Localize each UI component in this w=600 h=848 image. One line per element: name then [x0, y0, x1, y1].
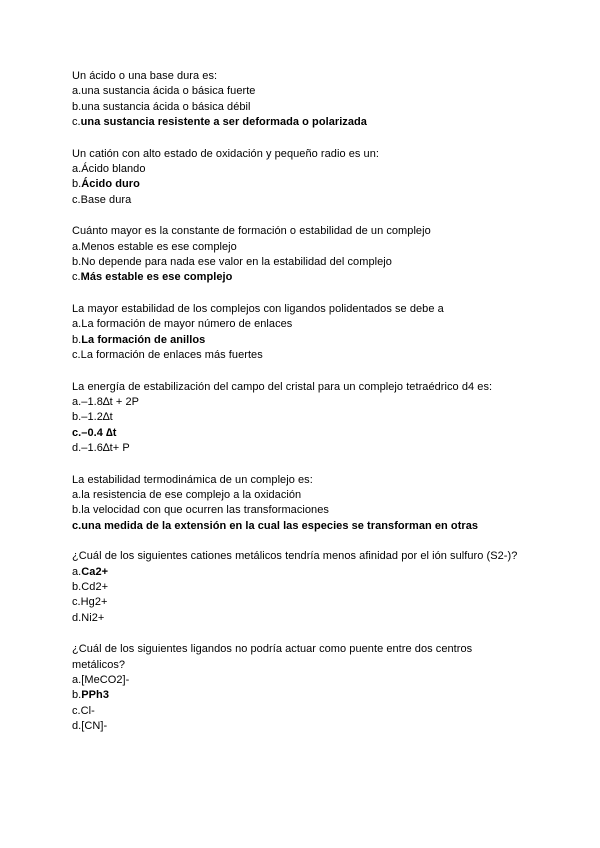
question-4 — [72, 302, 542, 364]
answer-option-correct — [72, 426, 542, 441]
option-text: –1.2∆t — [81, 411, 113, 424]
option-prefix: b. — [72, 504, 82, 517]
option-text: la velocidad con que ocurren las transformaciones — [81, 504, 329, 517]
answer-option-correct — [72, 177, 542, 192]
option-text: una sustancia resistente a ser deformada o polarizada — [80, 116, 367, 129]
option-prefix: c. — [72, 704, 81, 717]
option-prefix: c. — [72, 426, 82, 439]
answer-option — [72, 162, 542, 177]
option-prefix: a. — [72, 488, 82, 501]
option-text: Cl- — [80, 704, 95, 717]
option-text: Ácido duro — [81, 178, 140, 191]
question-stem: ¿Cuál de los siguientes cationes metálicos tendría menos afinidad por el ión sulfuro (S2-)? — [72, 550, 518, 563]
question-8 — [72, 642, 542, 734]
option-text: –1.6∆t+ P — [81, 442, 130, 455]
option-prefix: c. — [72, 271, 81, 284]
answer-option — [72, 673, 542, 688]
answer-option-correct — [72, 333, 542, 348]
option-text: una medida de la extensión en la cual las especies se transforman en otras — [81, 519, 479, 532]
answer-option — [72, 441, 542, 456]
option-text: La formación de mayor número de enlaces — [81, 318, 293, 331]
option-text: una sustancia ácida o básica débil — [81, 100, 251, 113]
answer-option — [72, 100, 542, 115]
option-text: Cd2+ — [81, 580, 109, 593]
option-prefix: b. — [72, 580, 82, 593]
answer-option — [72, 595, 542, 610]
answer-option — [72, 503, 542, 518]
option-prefix: b. — [72, 689, 82, 702]
option-text: Ca2+ — [81, 565, 109, 578]
answer-option — [72, 317, 542, 332]
question-stem: Un catión con alto estado de oxidación y pequeño radio es un: — [72, 147, 379, 160]
answer-option-correct — [72, 688, 542, 703]
question-1 — [72, 69, 542, 131]
option-prefix: d. — [72, 442, 82, 455]
answer-option — [72, 348, 542, 363]
answer-option — [72, 193, 542, 208]
option-text: [CN]- — [81, 720, 108, 733]
question-stem: La estabilidad termodinámica de un complejo es: — [72, 473, 313, 486]
option-text: Ácido blando — [81, 163, 146, 176]
question-stem: Cuánto mayor es la constante de formación o estabilidad de un complejo — [72, 225, 431, 238]
option-text: [MeCO2]- — [81, 674, 130, 686]
answer-option — [72, 84, 542, 99]
option-prefix: a. — [72, 565, 82, 578]
answer-option — [72, 719, 542, 734]
answer-option — [72, 240, 542, 255]
option-prefix: a. — [72, 395, 82, 408]
question-5 — [72, 380, 542, 457]
question-7 — [72, 549, 542, 626]
option-text: Ni2+ — [81, 611, 105, 624]
option-prefix: c. — [72, 193, 81, 206]
option-prefix: d. — [72, 720, 82, 733]
option-prefix: d. — [72, 611, 82, 624]
option-text: la resistencia de ese complejo a la oxidación — [81, 488, 302, 501]
document-page — [72, 69, 542, 749]
option-text: PPh3 — [81, 689, 109, 702]
answer-option — [72, 410, 542, 425]
answer-option-correct — [72, 519, 542, 534]
option-text: No depende para nada ese valor en la estabilidad del complejo — [81, 256, 392, 269]
option-prefix: a. — [72, 318, 82, 331]
option-text: –0.4 ∆t — [81, 426, 117, 439]
option-prefix: b. — [72, 411, 82, 424]
option-prefix: a. — [72, 674, 82, 686]
option-text: una sustancia ácida o básica fuerte — [81, 85, 256, 98]
option-prefix: a. — [72, 163, 82, 176]
option-prefix: b. — [72, 100, 82, 113]
question-2 — [72, 147, 542, 209]
answer-option-correct — [72, 270, 542, 285]
option-text: La formación de enlaces más fuertes — [80, 349, 263, 362]
question-3 — [72, 224, 542, 286]
option-prefix: b. — [72, 256, 82, 269]
option-text: Menos estable es ese complejo — [81, 240, 237, 253]
option-text: Base dura — [80, 193, 132, 206]
answer-option-correct — [72, 565, 542, 580]
option-text: Más estable es ese complejo — [80, 271, 233, 284]
option-prefix: b. — [72, 333, 82, 346]
option-prefix: a. — [72, 85, 82, 98]
answer-option — [72, 611, 542, 626]
option-prefix: a. — [72, 240, 82, 253]
answer-option — [72, 255, 542, 270]
answer-option — [72, 395, 542, 410]
option-prefix: b. — [72, 178, 82, 191]
question-stem: La energía de estabilización del campo del cristal para un complejo tetraédrico d4 es: — [72, 380, 493, 393]
question-stem: Un ácido o una base dura es: — [72, 70, 218, 82]
answer-option — [72, 704, 542, 719]
option-prefix: c. — [72, 596, 81, 609]
question-stem: ¿Cuál de los siguientes ligandos no podría actuar como puente entre dos centros metálicos? — [72, 643, 473, 671]
question-stem: La mayor estabilidad de los complejos con ligandos polidentados se debe a — [72, 302, 444, 315]
option-text: La formación de anillos — [81, 333, 206, 346]
option-text: Hg2+ — [80, 596, 108, 609]
question-6 — [72, 473, 542, 535]
option-prefix: c. — [72, 519, 82, 532]
answer-option — [72, 580, 542, 595]
answer-option-correct — [72, 115, 542, 130]
option-text: –1.8∆t + 2P — [81, 395, 140, 408]
option-prefix: c. — [72, 116, 81, 129]
answer-option — [72, 488, 542, 503]
option-prefix: c. — [72, 349, 81, 362]
